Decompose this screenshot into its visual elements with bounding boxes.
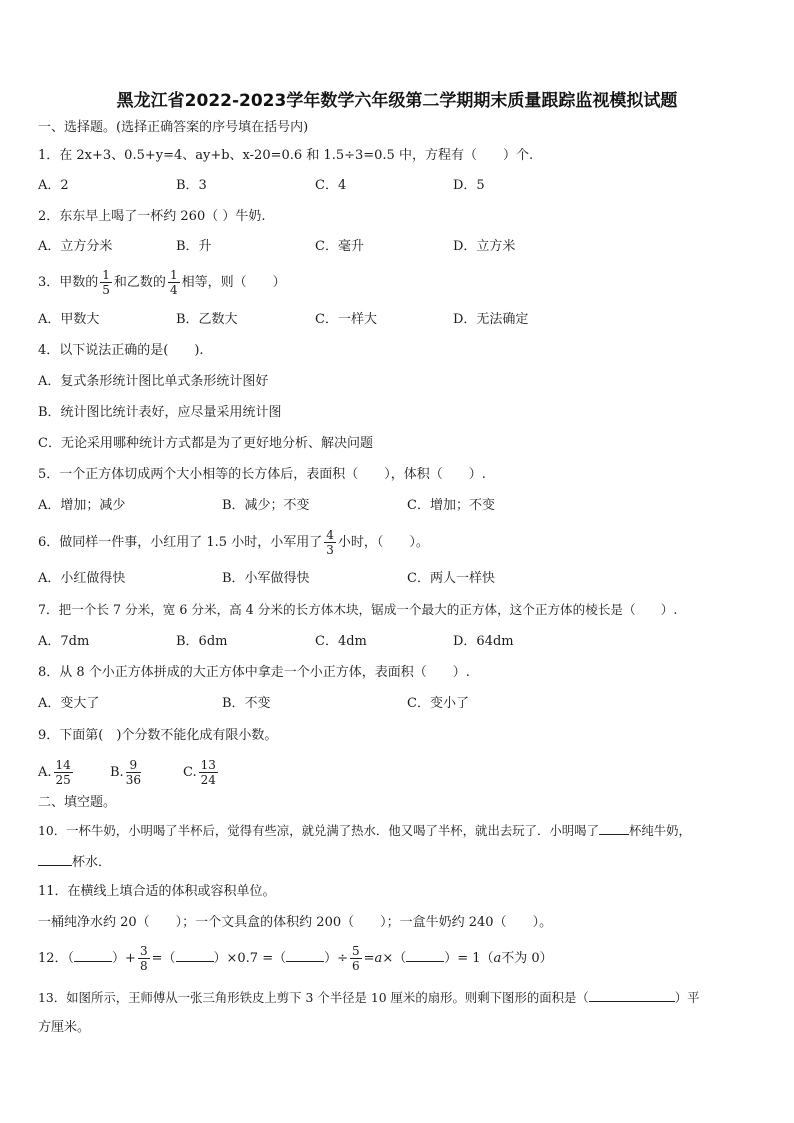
q9-option-a-fraction: [54, 759, 73, 786]
q13-text-1: 13．如图所示，王师傅从一张三角形铁皮上剪下 3 个半径是 10 厘米的扇形。则剩下图形的面积是（: [38, 990, 589, 1005]
q3-option-a: A．甲数大: [38, 312, 100, 327]
q3-fraction-2: [168, 269, 180, 296]
q12-blank-3[interactable]: [286, 947, 324, 962]
question-10-line-1: [38, 820, 691, 841]
question-3-stem: [38, 266, 286, 300]
q10-blank-2[interactable]: [38, 851, 72, 866]
q9-option-b: [110, 756, 143, 790]
q5-option-c: C．增加；不变: [407, 498, 495, 513]
question-8-stem: 8．从 8 个小正方体拼成的大正方体中拿走一个小正方体，表面积（ ）.: [38, 665, 470, 680]
q2-option-a: A．立方分米: [38, 239, 113, 254]
question-12-equation: [38, 942, 553, 976]
q8-option-c: C．变小了: [407, 696, 469, 711]
q12-blank-4[interactable]: [406, 947, 444, 962]
page-title: 黑龙江省2022-2023学年数学六年级第二学期期末质量跟踪监视模拟试题: [116, 91, 678, 111]
q6-text-post: 小时，（ ）。: [337, 535, 429, 550]
q2-option-b: B．升: [176, 239, 212, 254]
q3-fraction-2-denominator: 4: [169, 283, 178, 297]
q12-blank-1[interactable]: [74, 947, 112, 962]
q3-text-mid: 和乙数的: [113, 275, 166, 290]
section-heading-fill: 二、填空题。: [38, 795, 117, 810]
q8-option-b: B．不变: [222, 696, 271, 711]
q7-option-a: A．7dm: [38, 634, 90, 649]
question-10-line-2: [38, 851, 111, 873]
q3-option-d: D．无法确定: [453, 312, 529, 327]
q13-text-1-end: ）平: [674, 990, 700, 1005]
q7-option-b: B．6dm: [176, 634, 228, 649]
q12-fraction-1-denominator: 8: [139, 959, 148, 973]
q3-option-c: C．一样大: [315, 312, 377, 327]
q6-fraction-numerator: 4: [326, 528, 334, 542]
q10-text-2-end: 杯水．: [72, 855, 112, 870]
q4-option-b: B．统计图比统计表好，应尽量采用统计图: [38, 405, 282, 420]
q12-text-4: ）×0.7 =（: [213, 951, 287, 966]
q9-option-c: [183, 756, 220, 790]
q12-fraction-1: [138, 945, 150, 972]
q4-option-c: C．无论采用哪种统计方式都是为了更好地分析、解决问题: [38, 436, 373, 451]
q6-option-b: B．小军做得快: [222, 571, 310, 586]
q9-b-numerator: 9: [126, 759, 141, 773]
q12-text-6: =: [363, 951, 375, 966]
q12-text-3: =（: [151, 951, 176, 966]
q12-fraction-2-numerator: 5: [352, 944, 360, 958]
q9-option-a-label: A.: [38, 765, 52, 780]
q6-option-c: C．两人一样快: [407, 571, 495, 586]
question-11-items: 一桶纯净水约 20（ ）；一个文具盒的体积约 200（ ）；一盒牛奶约 240（ ）。: [38, 915, 553, 930]
q9-option-a: [38, 756, 75, 790]
q3-fraction-2-numerator: 1: [169, 268, 178, 282]
q1-option-c: C．4: [315, 178, 347, 193]
q9-option-c-label: C.: [183, 765, 197, 780]
q12-variable-a-2: a: [493, 951, 502, 966]
question-13-line-1: [38, 987, 700, 1008]
q7-option-d: D．64dm: [453, 634, 514, 649]
q12-variable-a: a: [374, 951, 383, 966]
q9-a-numerator: 14: [55, 758, 71, 772]
q12-text-2: ）+: [112, 951, 136, 966]
q12-text-7: ×（: [382, 951, 407, 966]
q10-text-1: 10．一杯牛奶，小明喝了半杯后，觉得有些凉，就兑满了热水．他又喝了半杯，就出去玩了．小明喝了: [38, 823, 599, 838]
q12-fraction-2-denominator: 6: [352, 959, 360, 973]
q1-option-b: B．3: [176, 178, 207, 193]
q2-option-d: D．立方米: [453, 239, 516, 254]
q3-fraction-1: [100, 269, 112, 296]
q12-text-9: 不为 0）: [501, 951, 553, 966]
q12-fraction-1-numerator: 3: [139, 944, 148, 958]
q3-option-b: B．乙数大: [176, 312, 238, 327]
q1-option-d: D．5: [453, 178, 485, 193]
q12-fraction-2: [350, 945, 362, 972]
q9-c-numerator: 13: [200, 758, 216, 772]
q12-text-8: ）= 1（: [444, 951, 494, 966]
question-9-stem: 9．下面第( )个分数不能化成有限小数。: [38, 728, 278, 743]
q6-text-pre: 6．做同样一件事，小红用了 1.5 小时，小军用了: [38, 535, 323, 550]
q5-option-a: A．增加；减少: [38, 498, 126, 513]
q3-fraction-1-denominator: 5: [102, 283, 110, 297]
q13-blank[interactable]: [589, 987, 675, 1002]
q1-option-a: A．2: [38, 178, 69, 193]
q12-text-5: ）÷: [324, 951, 348, 966]
q3-fraction-1-numerator: 1: [102, 268, 110, 282]
question-6-stem: [38, 526, 429, 560]
q4-option-a: A．复式条形统计图比单式条形统计图好: [38, 374, 269, 389]
q6-fraction: [324, 529, 336, 556]
q9-option-b-label: B.: [110, 765, 124, 780]
question-1-stem: 1．在 2x+3、0.5+y=4、ay+b、x-20=0.6 和 1.5÷3=0.5 中，方程有（ ）个.: [38, 148, 534, 163]
question-11-stem: 11．在横线上填合适的体积或容积单位。: [38, 884, 276, 899]
q12-text-1: 12．（: [38, 951, 75, 966]
question-2-stem: 2．东东早上喝了一杯约 260（ ）牛奶.: [38, 209, 266, 224]
q9-option-c-fraction: [199, 759, 218, 786]
q8-option-a: A．变大了: [38, 696, 100, 711]
q12-blank-2[interactable]: [176, 947, 214, 962]
q9-option-b-fraction: [126, 759, 141, 786]
question-5-stem: 5．一个正方体切成两个大小相等的长方体后，表面积（ ），体积（ ）.: [38, 467, 486, 482]
q9-a-denominator: 25: [55, 773, 71, 787]
q10-blank-1[interactable]: [599, 820, 629, 835]
q9-b-denominator: 36: [125, 773, 141, 787]
q5-option-b: B．减少；不变: [222, 498, 310, 513]
question-4-stem: 4．以下说法正确的是( ).: [38, 343, 204, 358]
q10-text-1-end: 杯纯牛奶，: [628, 823, 691, 838]
question-13-line-2: 方厘米。: [38, 1020, 91, 1035]
q3-text-pre: 3．甲数的: [38, 275, 99, 290]
q2-option-c: C．毫升: [315, 239, 364, 254]
q3-text-post: 相等，则（ ）: [181, 275, 286, 290]
section-heading-choice: 一、选择题。(选择正确答案的序号填在括号内): [38, 120, 309, 135]
q9-c-denominator: 24: [200, 773, 216, 787]
q7-option-c: C．4dm: [315, 634, 367, 649]
question-7-stem: 7．把一个长 7 分米，宽 6 分米，高 4 分米的长方体木块，锯成一个最大的正方体，这个正方体的棱长是（ ）.: [38, 602, 678, 617]
q6-fraction-denominator: 3: [326, 543, 334, 557]
q6-option-a: A．小红做得快: [38, 571, 126, 586]
